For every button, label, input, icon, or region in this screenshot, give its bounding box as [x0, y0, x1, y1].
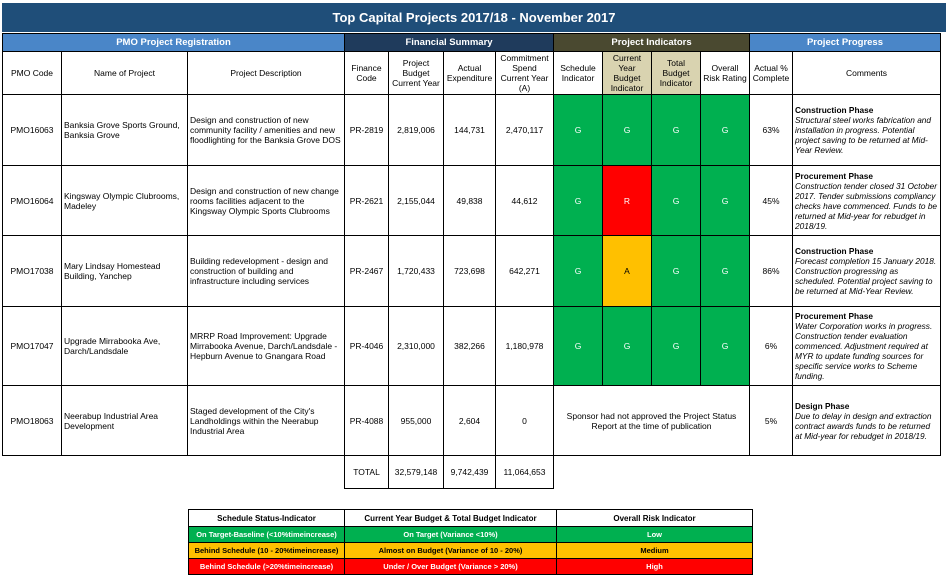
cell-status-note: Sponsor had not approved the Project Status Report at the time of publication: [554, 386, 750, 456]
comment-text: Structural steel works fabrication and installation in progress. Potential project saving to be returned at Mid-Year Review.: [795, 115, 932, 155]
legend-budget-amber: Almost on Budget (Variance of 10 - 20%): [345, 543, 557, 559]
cell-complete: 45%: [750, 166, 793, 236]
cell-name: Neerabup Industrial Area Development: [62, 386, 188, 456]
cell-complete: 63%: [750, 95, 793, 166]
totals-actual: 9,742,439: [444, 456, 496, 489]
cell-comments: [793, 236, 941, 307]
cell-code: PMO16063: [3, 95, 62, 166]
totals-commitment: 11,064,653: [496, 456, 554, 489]
cell-commitment: 0: [496, 386, 554, 456]
cell-finance: PR-2621: [345, 166, 389, 236]
cell-finance: PR-4046: [345, 307, 389, 386]
table-row: [3, 307, 941, 386]
cell-budget: 2,155,044: [389, 166, 444, 236]
cell-commitment: 642,271: [496, 236, 554, 307]
phase-label: Design Phase: [795, 400, 850, 411]
phase-label: Construction Phase: [795, 246, 874, 256]
report-title: Top Capital Projects 2017/18 - November 2017: [2, 3, 946, 32]
cell-total-budget-indicator: G: [652, 95, 701, 166]
phase-label: Procurement Phase: [795, 311, 873, 321]
cell-actual: 144,731: [444, 95, 496, 166]
cell-finance: PR-4088: [345, 386, 389, 456]
table-row: [3, 166, 941, 236]
group-financial: Financial Summary: [345, 34, 554, 52]
cell-schedule-indicator: G: [554, 236, 603, 307]
cell-name: Kingsway Olympic Clubrooms, Madeley: [62, 166, 188, 236]
cell-risk-indicator: G: [701, 307, 750, 386]
cell-name: Upgrade Mirrabooka Ave, Darch/Landsdale: [62, 307, 188, 386]
phase-label: Procurement Phase: [795, 170, 873, 181]
cell-description: Design and construction of new community facility / amenities and new floodlighting for the Banksia Grove DOS: [188, 95, 345, 166]
legend-schedule-red: Behind Schedule (>20%timeincrease): [189, 559, 345, 575]
col-total-budget: Total Budget Indicator: [652, 52, 701, 95]
legend-budget-red: Under / Over Budget (Variance > 20%): [345, 559, 557, 575]
col-description: Project Description: [188, 52, 345, 95]
cell-comments: [793, 166, 941, 236]
table-row: [3, 95, 941, 166]
cell-comments: [793, 95, 941, 166]
cell-complete: 5%: [750, 386, 793, 456]
cell-commitment: 44,612: [496, 166, 554, 236]
col-name: Name of Project: [62, 52, 188, 95]
totals-label: TOTAL: [345, 456, 389, 489]
table-row: [3, 236, 941, 307]
legend-risk-high: High: [557, 559, 753, 575]
cell-description: Staged development of the City's Landholdings within the Neerabup Industrial Area: [188, 386, 345, 456]
cell-schedule-indicator: G: [554, 95, 603, 166]
cell-code: PMO16064: [3, 166, 62, 236]
cell-current-budget-indicator: G: [603, 307, 652, 386]
cell-budget: 955,000: [389, 386, 444, 456]
comment-text: Construction tender closed 31 October 2017. Tender submissions compliancy checks have commenced. Funds to be returned at Mid-year for rebudget in 2018/19.: [795, 180, 938, 231]
table-row: [3, 386, 941, 456]
comment-text: Water Corporation works in progress. Construction tender evaluation commenced. Adjustment required at MYR to update funding sources for specific service works to Scheme funding.: [795, 321, 933, 381]
cell-schedule-indicator: G: [554, 166, 603, 236]
comment-text: Forecast completion 15 January 2018. Construction progressing as scheduled. Potential project saving to be returned at Mid-Year Review.: [795, 256, 937, 296]
cell-commitment: 2,470,117: [496, 95, 554, 166]
cell-schedule-indicator: G: [554, 307, 603, 386]
cell-total-budget-indicator: G: [652, 236, 701, 307]
cell-code: PMO17038: [3, 236, 62, 307]
cell-risk-indicator: G: [701, 166, 750, 236]
col-finance-code: Finance Code: [345, 52, 389, 95]
legend-header-risk: Overall Risk Indicator: [557, 510, 753, 527]
legend-schedule-green: On Target-Baseline (<10%timeincrease): [189, 527, 345, 543]
col-current-budget: Current Year Budget Indicator: [603, 52, 652, 95]
legend-schedule-amber: Behind Schedule (10 - 20%timeincrease): [189, 543, 345, 559]
legend-header-schedule: Schedule Status-Indicator: [189, 510, 345, 527]
cell-total-budget-indicator: G: [652, 307, 701, 386]
cell-total-budget-indicator: G: [652, 166, 701, 236]
projects-table: [2, 33, 941, 489]
cell-name: Banksia Grove Sports Ground, Banksia Grove: [62, 95, 188, 166]
legend-header-budget: Current Year Budget & Total Budget Indicator: [345, 510, 557, 527]
cell-description: MRRP Road Improvement: Upgrade Mirrabooka Avenue, Darch/Landsdale - Hepburn Avenue to Gnangara Road: [188, 307, 345, 386]
col-schedule: Schedule Indicator: [554, 52, 603, 95]
cell-budget: 1,720,433: [389, 236, 444, 307]
cell-budget: 2,819,006: [389, 95, 444, 166]
col-complete: Actual % Complete: [750, 52, 793, 95]
col-actual: Actual Expenditure: [444, 52, 496, 95]
legend-risk-medium: Medium: [557, 543, 753, 559]
cell-current-budget-indicator: G: [603, 95, 652, 166]
phase-label: Construction Phase: [795, 105, 874, 115]
cell-risk-indicator: G: [701, 236, 750, 307]
cell-name: Mary Lindsay Homestead Building, Yanchep: [62, 236, 188, 307]
cell-actual: 723,698: [444, 236, 496, 307]
group-progress: Project Progress: [750, 34, 941, 52]
comment-text: Due to delay in design and extraction contract awards funds to be returned at Mid-year for rebudget in 2018/19.: [795, 410, 932, 441]
totals-row: [3, 456, 941, 489]
col-comments: Comments: [793, 52, 941, 95]
cell-complete: 86%: [750, 236, 793, 307]
cell-comments: [793, 307, 941, 386]
group-registration: PMO Project Registration: [3, 34, 345, 52]
cell-current-budget-indicator: R: [603, 166, 652, 236]
cell-code: PMO18063: [3, 386, 62, 456]
col-budget-current: Project Budget Current Year: [389, 52, 444, 95]
cell-actual: 2,604: [444, 386, 496, 456]
group-indicators: Project Indicators: [554, 34, 750, 52]
legend-table: [188, 509, 753, 575]
col-pmo-code: PMO Code: [3, 52, 62, 95]
cell-current-budget-indicator: A: [603, 236, 652, 307]
cell-budget: 2,310,000: [389, 307, 444, 386]
cell-description: Building redevelopment - design and construction of building and infrastructure including services: [188, 236, 345, 307]
cell-finance: PR-2819: [345, 95, 389, 166]
legend-risk-low: Low: [557, 527, 753, 543]
cell-finance: PR-2467: [345, 236, 389, 307]
cell-code: PMO17047: [3, 307, 62, 386]
cell-commitment: 1,180,978: [496, 307, 554, 386]
cell-risk-indicator: G: [701, 95, 750, 166]
cell-complete: 6%: [750, 307, 793, 386]
col-risk: Overall Risk Rating: [701, 52, 750, 95]
col-commitment: Commitment Spend Current Year (A): [496, 52, 554, 95]
cell-actual: 49,838: [444, 166, 496, 236]
totals-budget: 32,579,148: [389, 456, 444, 489]
cell-comments: [793, 386, 941, 456]
cell-description: Design and construction of new change rooms facilities adjacent to the Kingsway Olympic Sports Clubrooms: [188, 166, 345, 236]
legend-budget-green: On Target (Variance <10%): [345, 527, 557, 543]
cell-actual: 382,266: [444, 307, 496, 386]
